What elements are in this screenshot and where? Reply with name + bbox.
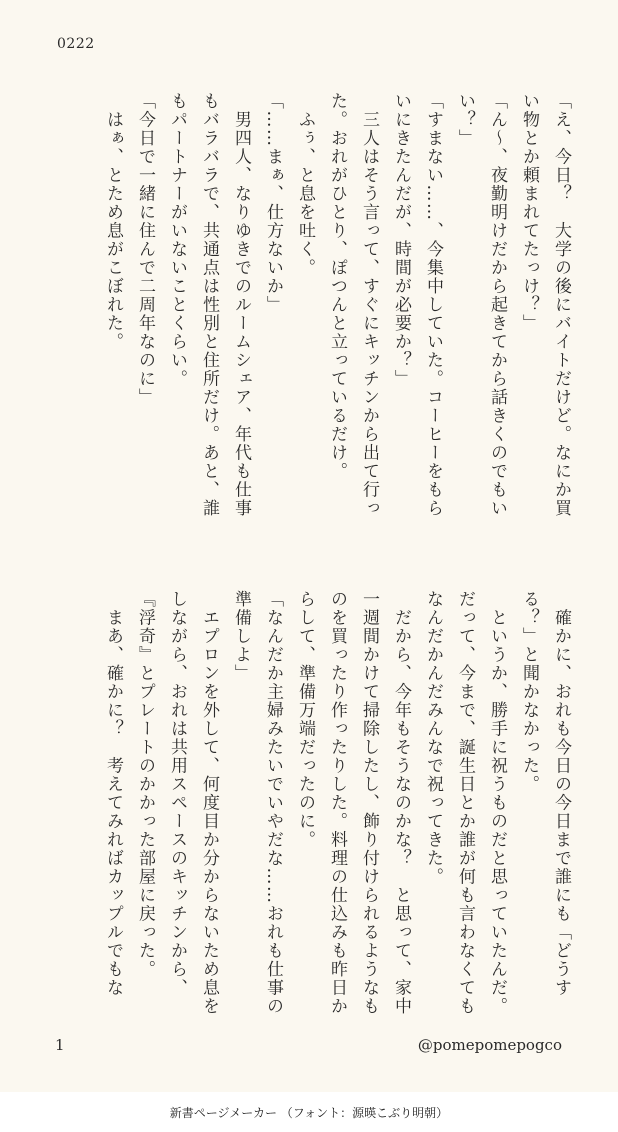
- page-id: 0222: [57, 36, 95, 52]
- generator-credit: 新書ページメーカー （フォント：源暎こぶり明朝）: [169, 1106, 449, 1120]
- page-number: 1: [55, 1036, 65, 1054]
- author-handle: @pomepomepogco: [417, 1036, 562, 1054]
- text-block-top: 「え、今日？ 大学の後にバイトだけど。なにか買い物とか頼まれてたっけ？」 「ん〜、夜勤明けだから起きてから話きくのでもいい？」 「すまない……、今集中していた。コーヒーをもらいにきたんだが、時間が必要か？」 三人はそう言って、すぐにキッチンから出て行った。おれがひとり、ぽつんと立っているだけ。 ふぅ、と息を吐く。 「……まぁ、仕方ないか」 男四人、なりゆきでのルームシェア、年代も仕事もバラバラで、共通点は性別と住所だけ。あと、誰もパートナーがいないことくらい。 「今日で一緒に住んで二周年なのに」 はぁ、とため息がこぼれた。: [103, 92, 571, 518]
- text-block-bottom: 確かに、おれも今日の今日まで誰にも「どうする？」と聞かなかった。 というか、勝手に祝うものだと思っていたんだ。だって、今まで、誕生日とか誰が何も言わなくてもなんだかんだみんなで祝ってきた。 だから、今年もそうなのかな？ と思って、家中一週間かけて掃除したし、飾り付けられるようなものを買ったり作ったりした。料理の仕込みも昨日からして、準備万端だったのに。 「なんだか主婦みたいでいやだな……おれも仕事の準備しよ」 エプロンを外して、何度目か分からないため息をしながら、おれは共用スペースのキッチンから、『浮奇』とプレートのかかった部屋に戻った。 まあ、確かに？ 考えてみればカップルでもな: [103, 590, 571, 1016]
